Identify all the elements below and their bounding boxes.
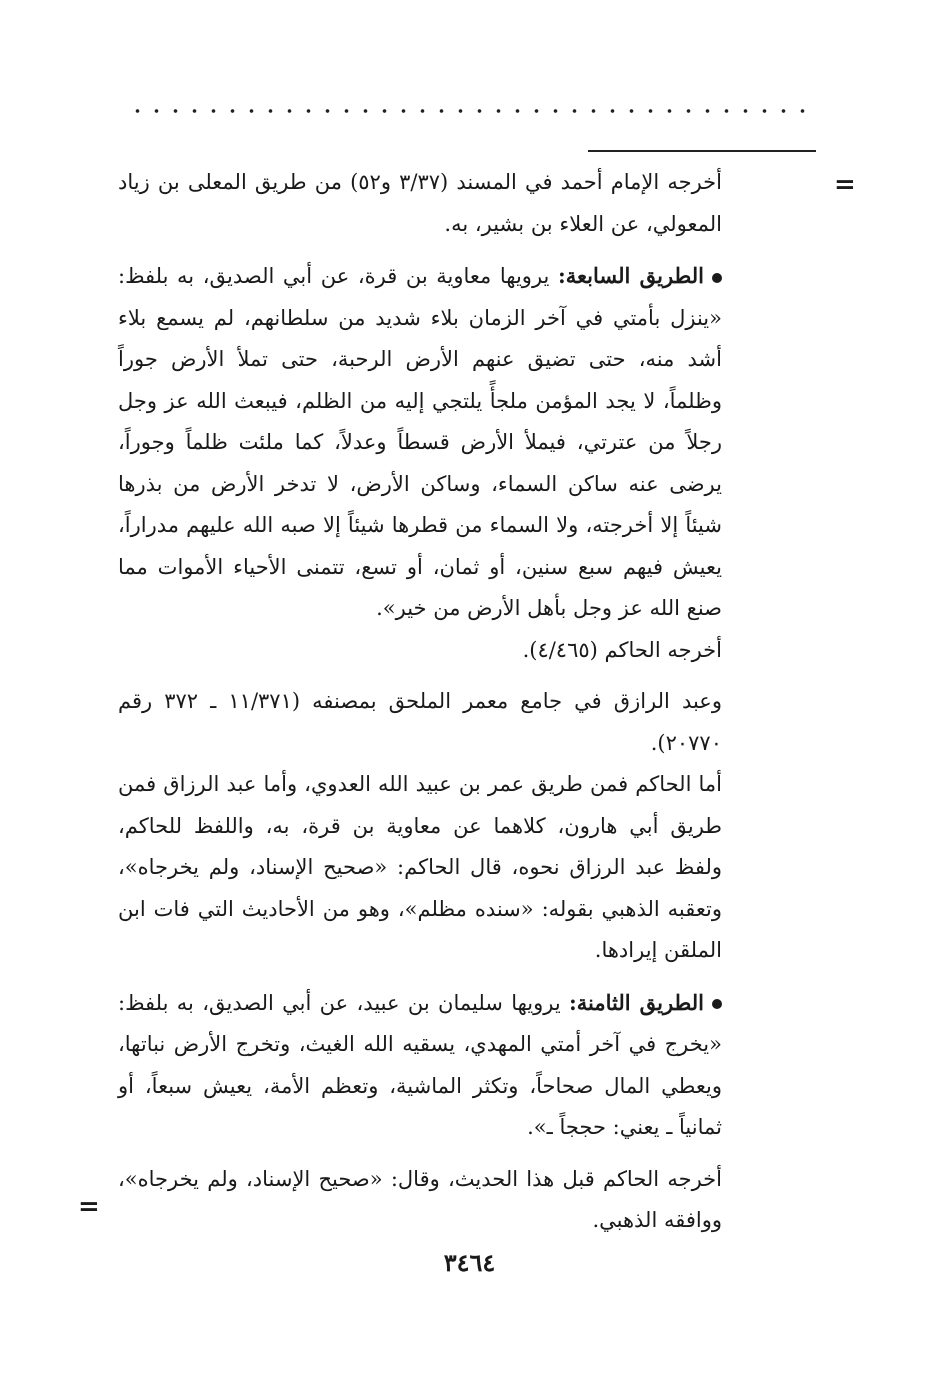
paragraph-seventh-path: [118, 255, 722, 630]
page-number: ٣٤٦٤: [443, 1248, 496, 1277]
section-text-seventh: يرويها معاوية بن قرة، عن أبي الصديق، به بلفظ: «ينزل بأمتي في آخر الزمان بلاء شديد من سلطانهم، لم يسمع بلاء أشد منه، حتى تضيق عنهم الأرض الرحبة، حتى تملأ الأرض جوراً وظلماً، لا يجد المؤمن ملجأً يلتجي إليه من الظلم، فيبعث الله عز وجل رجلاً من عترتي، فيملأ الأرض قسطاً وعدلاً، كما ملئت ظلماً وجوراً، يرضى عنه ساكن السماء، وساكن الأرض، لا تدخر الأرض من بذرها شيئاً إلا أخرجته، ولا السماء من قطرها شيئاً إلا صبه الله عليهم مدراراً، يعيش فيهم سبع سنين، أو ثمان، أو تسع، تتمنى الأحياء الأموات مما صنع الله عز وجل بأهل الأرض من خير».: [118, 264, 723, 620]
paragraph-abdulrazzaq: وعبد الرازق في جامع معمر الملحق بمصنفه (١١/٣٧١ ـ ٣٧٢ رقم ٢٠٧٧٠).: [118, 689, 722, 755]
paragraph-ahmad: أخرجه الإمام أحمد في المسند (٣/٣٧ و٥٢) من طريق المعلى بن زياد المعولي، عن العلاء بن بشير، به.: [118, 170, 722, 236]
footnote-body: [118, 162, 722, 1242]
paragraph-hakim: أخرجه الحاكم (٤/٤٦٥).: [522, 637, 722, 662]
continuation-mark-top: =: [834, 170, 856, 200]
dotted-separator: [128, 104, 818, 118]
bullet-icon: [712, 999, 722, 1009]
section-heading-seventh: الطريق السابعة:: [558, 263, 704, 288]
section-heading-eighth: الطريق الثامنة:: [569, 989, 704, 1015]
paragraph-hakim-verdict: أخرجه الحاكم قبل هذا الحديث، وقال: «صحيح الإسناد، ولم يخرجاه»، ووافقه الذهبي.: [118, 1166, 722, 1232]
section-text-eighth: يرويها سليمان بن عبيد، عن أبي الصديق، به بلفظ: «يخرج في آخر أمتي المهدي، يسقيه الله الغيث، وتخرج الأرض نباتها، ويعطي المال صحاحاً، وتكثر الماشية، وتعظم الأمة، يعيش سبعاً، أو ثمانياً ـ يعني: حججاً ـ».: [118, 990, 722, 1139]
continuation-mark-bottom: =: [78, 1192, 100, 1222]
footnote-rule: [588, 150, 816, 152]
bullet-icon: [712, 273, 722, 283]
paragraph-commentary: أما الحاكم فمن طريق عمر بن عبيد الله العدوي، وأما عبد الرزاق فمن طريق أبي هارون، كلاهما عن معاوية بن قرة، به، واللفظ للحاكم، ولفظ عبد الرزاق نحوه، قال الحاكم: «صحيح الإسناد، ولم يخرجاه»، وتعقبه الذهبي بقوله: «سنده مظلم»، وهو من الأحاديث التي فات ابن الملقن إيرادها.: [118, 772, 722, 962]
paragraph-eighth-path: [118, 982, 722, 1149]
